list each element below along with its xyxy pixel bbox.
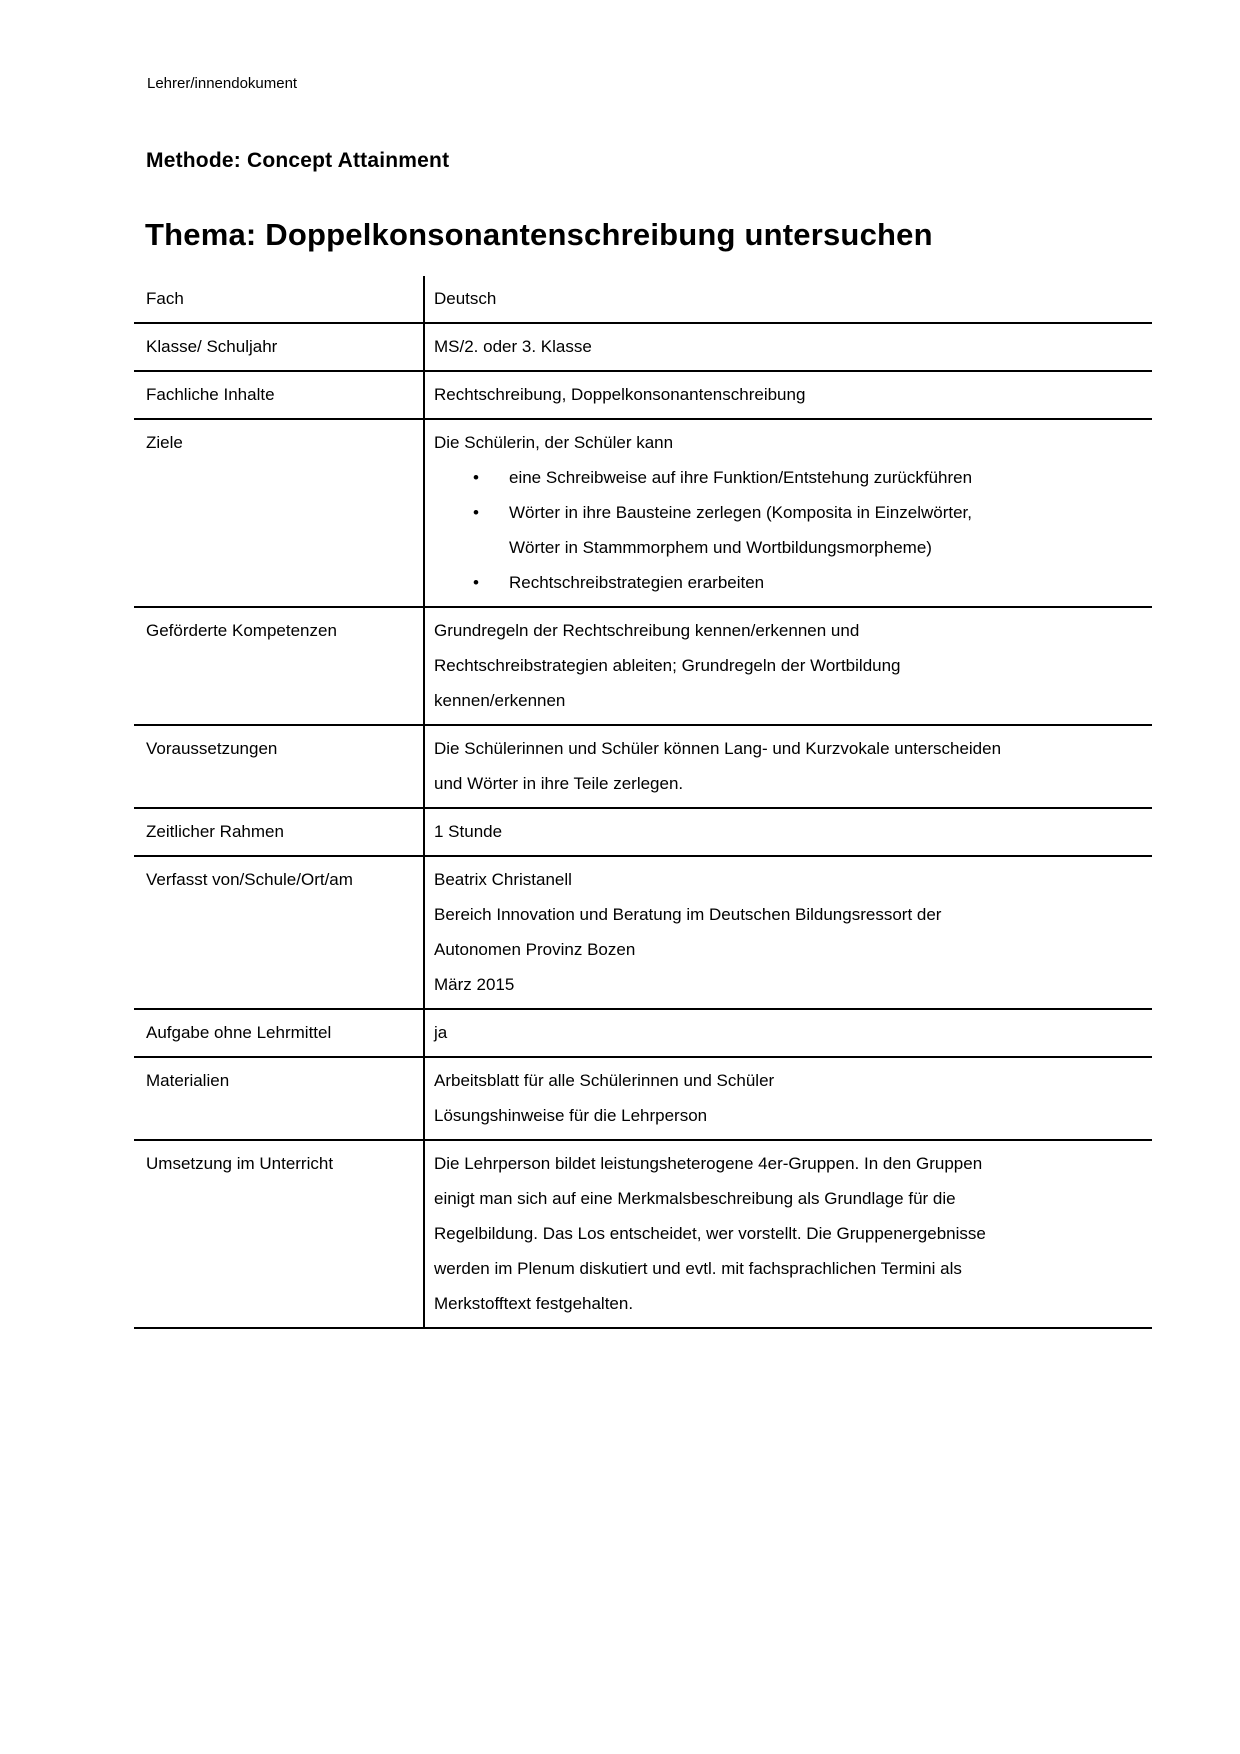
value-line: Rechtschreibung, Doppelkonsonantenschreibung xyxy=(434,385,806,404)
row-label: Materialien xyxy=(134,1058,425,1139)
value-line: Lösungshinweise für die Lehrperson xyxy=(434,1106,708,1125)
info-table xyxy=(134,276,1152,1329)
row-value xyxy=(425,1058,1152,1139)
table-row xyxy=(134,1058,1152,1141)
table-row xyxy=(134,276,1152,324)
value-line: Bereich Innovation und Beratung im Deutschen Bildungsressort der xyxy=(434,905,942,924)
value-line: kennen/erkennen xyxy=(434,691,566,710)
table-row xyxy=(134,372,1152,420)
row-value xyxy=(425,726,1152,807)
row-label: Klasse/ Schuljahr xyxy=(134,324,425,370)
table-row xyxy=(134,857,1152,1010)
value-line: Grundregeln der Rechtschreibung kennen/erkennen und xyxy=(434,621,860,640)
value-bullet-item xyxy=(471,460,1144,495)
row-label: Verfasst von/Schule/Ort/am xyxy=(134,857,425,1008)
row-label: Fachliche Inhalte xyxy=(134,372,425,418)
value-line: Die Schülerinnen und Schüler können Lang- und Kurzvokale unterscheiden xyxy=(434,739,1002,758)
value-line: werden im Plenum diskutiert und evtl. mit fachsprachlichen Termini als xyxy=(434,1259,962,1278)
value-line: Die Schülerin, der Schüler kann xyxy=(434,433,674,452)
value-line: Regelbildung. Das Los entscheidet, wer vorstellt. Die Gruppenergebnisse xyxy=(434,1224,986,1243)
document-type-note: Lehrer/innendokument xyxy=(147,75,298,92)
row-label: Aufgabe ohne Lehrmittel xyxy=(134,1010,425,1056)
row-label: Ziele xyxy=(134,420,425,606)
row-label: Umsetzung im Unterricht xyxy=(134,1141,425,1327)
row-value xyxy=(425,809,1152,855)
row-label: Voraussetzungen xyxy=(134,726,425,807)
value-line: Merkstofftext festgehalten. xyxy=(434,1294,634,1313)
value-line: und Wörter in ihre Teile zerlegen. xyxy=(434,774,684,793)
value-line: Autonomen Provinz Bozen xyxy=(434,940,636,959)
row-value xyxy=(425,420,1152,606)
row-value xyxy=(425,608,1152,724)
value-line: März 2015 xyxy=(434,975,515,994)
row-label: Zeitlicher Rahmen xyxy=(134,809,425,855)
value-bullet-item xyxy=(471,565,1144,600)
value-line: Deutsch xyxy=(434,289,497,308)
value-bullet-item xyxy=(471,495,1144,565)
value-line: Arbeitsblatt für alle Schülerinnen und Schüler xyxy=(434,1071,775,1090)
page-title: Thema: Doppelkonsonantenschreibung untersuchen xyxy=(145,217,933,252)
row-label: Fach xyxy=(134,276,425,322)
table-row xyxy=(134,1141,1152,1329)
value-line: ja xyxy=(434,1023,448,1042)
value-line: • Rechtschreibstrategien erarbeiten xyxy=(509,573,765,592)
value-line: Wörter in Stammmorphem und Wortbildungsmorpheme) xyxy=(509,538,932,557)
table-row xyxy=(134,324,1152,372)
value-line: Rechtschreibstrategien ableiten; Grundregeln der Wortbildung xyxy=(434,656,901,675)
table-row xyxy=(134,1010,1152,1058)
table-row xyxy=(134,420,1152,608)
value-line: Beatrix Christanell xyxy=(434,870,572,889)
row-value xyxy=(425,1010,1152,1056)
value-line: • Wörter in ihre Bausteine zerlegen (Komposita in Einzelwörter, xyxy=(509,503,972,522)
table-row xyxy=(134,809,1152,857)
row-value xyxy=(425,857,1152,1008)
method-heading: Methode: Concept Attainment xyxy=(146,149,450,172)
value-line: einigt man sich auf eine Merkmalsbeschreibung als Grundlage für die xyxy=(434,1189,956,1208)
value-bullet-list xyxy=(434,460,1144,600)
table-row xyxy=(134,608,1152,726)
row-label: Geförderte Kompetenzen xyxy=(134,608,425,724)
value-line: MS/2. oder 3. Klasse xyxy=(434,337,592,356)
row-value xyxy=(425,324,1152,370)
row-value xyxy=(425,1141,1152,1327)
table-row xyxy=(134,726,1152,809)
value-line: Die Lehrperson bildet leistungsheterogene 4er-Gruppen. In den Gruppen xyxy=(434,1154,983,1173)
value-line: 1 Stunde xyxy=(434,822,503,841)
value-line: • eine Schreibweise auf ihre Funktion/Entstehung zurückführen xyxy=(509,468,973,487)
row-value xyxy=(425,372,1152,418)
row-value xyxy=(425,276,1152,322)
